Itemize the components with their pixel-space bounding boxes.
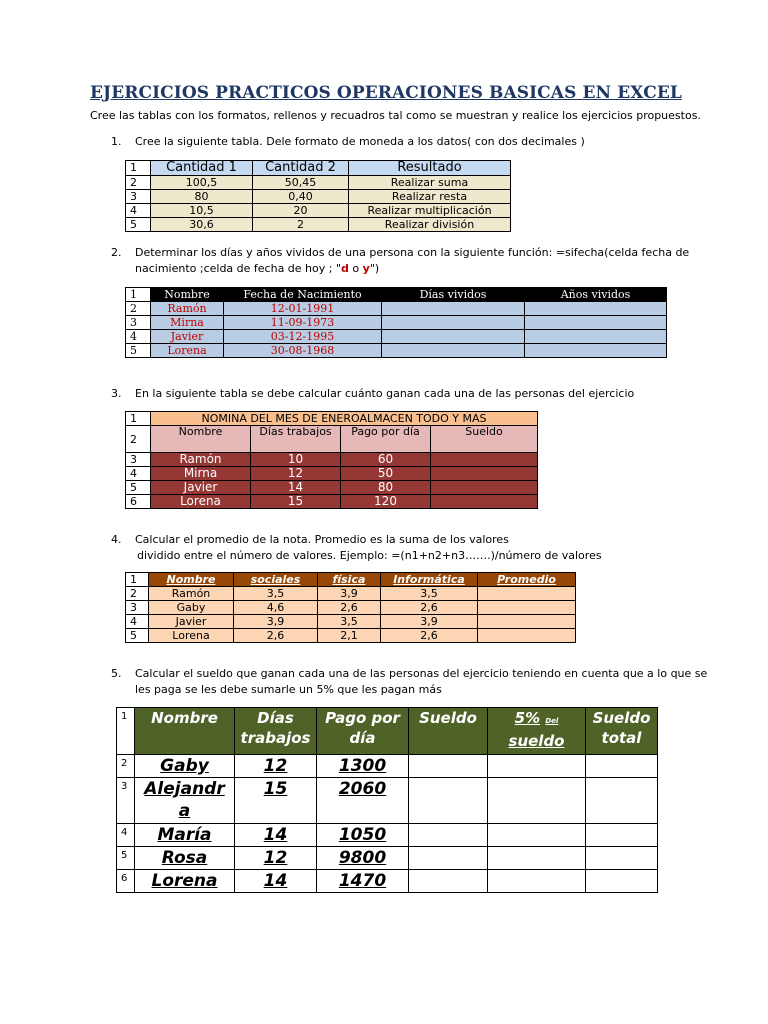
question-number: 2. bbox=[111, 246, 122, 259]
header-part: 5% bbox=[514, 709, 541, 727]
row-index: 2 bbox=[126, 587, 149, 601]
row-index: 4 bbox=[117, 824, 135, 847]
table-cell: 30-08-1968 bbox=[224, 344, 382, 358]
table-cell bbox=[488, 824, 586, 847]
column-header: Días trabajos bbox=[251, 426, 341, 453]
column-header: Nombre bbox=[149, 573, 234, 587]
column-header: Pago por día bbox=[317, 708, 409, 755]
table-row bbox=[126, 316, 667, 330]
question-text-line1: Calcular el sueldo que ganan cada una de las personas del ejercicio teniendo en cuenta que a lo que se bbox=[135, 667, 708, 680]
table-cell: Javier bbox=[149, 615, 234, 629]
question-number: 5. bbox=[111, 667, 122, 680]
row-index: 5 bbox=[126, 481, 151, 495]
table-cell: 80 bbox=[341, 481, 431, 495]
table-cell bbox=[382, 316, 525, 330]
table-row bbox=[126, 615, 576, 629]
question-text-part: nacimiento ;celda de fecha de hoy ; " bbox=[135, 262, 342, 275]
table-cell: 15 bbox=[235, 778, 317, 824]
table-cell: 12-01-1991 bbox=[224, 302, 382, 316]
question-text-part: ") bbox=[369, 262, 380, 275]
table-cell: 20 bbox=[253, 204, 349, 218]
column-header: Años vividos bbox=[525, 288, 667, 302]
table-cell: Lorena bbox=[151, 495, 251, 509]
question-text: En la siguiente tabla se debe calcular cuánto ganan cada una de las personas del ejercicio bbox=[135, 387, 635, 400]
table-cell: 0,40 bbox=[253, 190, 349, 204]
table-row bbox=[126, 467, 538, 481]
table-cell: 2060 bbox=[317, 778, 409, 824]
table-cell: 12 bbox=[235, 755, 317, 778]
row-index: 3 bbox=[126, 601, 149, 615]
table-cell: Mirna bbox=[151, 316, 224, 330]
question-text-line2 bbox=[135, 261, 689, 277]
format-d: d bbox=[341, 262, 349, 275]
column-header: Pago por día bbox=[341, 426, 431, 453]
row-index: 2 bbox=[126, 426, 151, 453]
header-part: Del bbox=[545, 717, 559, 725]
table-cell: Realizar multiplicación bbox=[349, 204, 511, 218]
table-cell: 2,1 bbox=[318, 629, 381, 643]
question-text-line2: dividido entre el número de valores. Ejemplo: =(n1+n2+n3…….)/número de valores bbox=[137, 549, 602, 562]
table-cell: 10 bbox=[251, 453, 341, 467]
table-row bbox=[126, 453, 538, 467]
column-header: Sueldo bbox=[431, 426, 538, 453]
table-cell: 1470 bbox=[317, 870, 409, 893]
table-cell bbox=[382, 330, 525, 344]
table-cell: Javier bbox=[151, 481, 251, 495]
table-row bbox=[126, 218, 511, 232]
row-index: 1 bbox=[126, 161, 151, 176]
table-cell bbox=[409, 778, 488, 824]
table-cell: 1300 bbox=[317, 755, 409, 778]
grades-table bbox=[125, 572, 576, 643]
question-number: 4. bbox=[111, 533, 122, 546]
table-cell: 60 bbox=[341, 453, 431, 467]
table-row bbox=[126, 412, 538, 426]
table-cell: 50,45 bbox=[253, 176, 349, 190]
table-cell: Lorena bbox=[149, 629, 234, 643]
table-row bbox=[117, 824, 658, 847]
payroll-table bbox=[125, 411, 538, 509]
table-cell: 14 bbox=[235, 824, 317, 847]
salary-table bbox=[116, 707, 658, 893]
row-index: 2 bbox=[117, 755, 135, 778]
column-header: Informática bbox=[381, 573, 478, 587]
table-cell bbox=[488, 847, 586, 870]
table-cell bbox=[382, 302, 525, 316]
table-cell bbox=[525, 344, 667, 358]
table-cell: 4,6 bbox=[234, 601, 318, 615]
table-cell: 2 bbox=[253, 218, 349, 232]
question-text-part: o bbox=[348, 262, 363, 275]
row-index: 5 bbox=[126, 344, 151, 358]
row-index: 1 bbox=[126, 288, 151, 302]
table-cell bbox=[409, 755, 488, 778]
table-row bbox=[117, 870, 658, 893]
table-cell bbox=[586, 870, 658, 893]
table-cell bbox=[409, 847, 488, 870]
table-row bbox=[126, 288, 667, 302]
table-cell: Ramón bbox=[149, 587, 234, 601]
column-header: Cantidad 2 bbox=[253, 161, 349, 176]
column-header: física bbox=[318, 573, 381, 587]
table-cell bbox=[478, 587, 576, 601]
row-index: 3 bbox=[126, 453, 151, 467]
row-index: 6 bbox=[126, 495, 151, 509]
table-cell bbox=[488, 778, 586, 824]
table-row bbox=[126, 190, 511, 204]
table-cell: 30,6 bbox=[151, 218, 253, 232]
table-row bbox=[126, 629, 576, 643]
table-cell bbox=[431, 495, 538, 509]
table-cell: 3,9 bbox=[234, 615, 318, 629]
table-cell bbox=[525, 302, 667, 316]
table-cell: 15 bbox=[251, 495, 341, 509]
table-cell: Realizar división bbox=[349, 218, 511, 232]
row-index: 4 bbox=[126, 467, 151, 481]
table-row bbox=[117, 708, 658, 755]
table-cell bbox=[409, 824, 488, 847]
table-row bbox=[126, 302, 667, 316]
table-cell: 14 bbox=[251, 481, 341, 495]
table-cell: 10,5 bbox=[151, 204, 253, 218]
question-text: Cree la siguiente tabla. Dele formato de moneda a los datos( con dos decimales ) bbox=[135, 135, 585, 148]
table-cell: Lorena bbox=[135, 870, 235, 893]
intro-text: Cree las tablas con los formatos, rellenos y recuadros tal como se muestran y realice los ejercicios propuestos. bbox=[90, 109, 701, 122]
table-row bbox=[126, 344, 667, 358]
table-cell: 3,5 bbox=[234, 587, 318, 601]
table-row bbox=[117, 755, 658, 778]
table-cell bbox=[478, 629, 576, 643]
column-header: Promedio bbox=[478, 573, 576, 587]
table-cell: 3,5 bbox=[381, 587, 478, 601]
row-index: 6 bbox=[117, 870, 135, 893]
row-index: 4 bbox=[126, 204, 151, 218]
column-header: Sueldo total bbox=[586, 708, 658, 755]
row-index: 1 bbox=[126, 412, 151, 426]
question-2 bbox=[111, 245, 689, 277]
table-cell: Realizar resta bbox=[349, 190, 511, 204]
column-header: Fecha de Nacimiento bbox=[224, 288, 382, 302]
row-index: 2 bbox=[126, 302, 151, 316]
row-index: 5 bbox=[126, 629, 149, 643]
column-header: Nombre bbox=[151, 288, 224, 302]
table-cell: 2,6 bbox=[234, 629, 318, 643]
table-cell: Lorena bbox=[151, 344, 224, 358]
table-cell bbox=[586, 778, 658, 824]
column-header: Cantidad 1 bbox=[151, 161, 253, 176]
question-5 bbox=[111, 666, 707, 698]
currency-table bbox=[125, 160, 511, 232]
table-cell bbox=[525, 316, 667, 330]
table-cell: Ramón bbox=[151, 302, 224, 316]
question-number: 3. bbox=[111, 387, 122, 400]
table-cell: 12 bbox=[235, 847, 317, 870]
table-row bbox=[126, 204, 511, 218]
format-y: y bbox=[362, 262, 370, 275]
table-cell bbox=[488, 755, 586, 778]
row-index: 4 bbox=[126, 330, 151, 344]
table-cell bbox=[409, 870, 488, 893]
table-cell: Alejandra bbox=[135, 778, 235, 824]
column-header: Resultado bbox=[349, 161, 511, 176]
row-index: 3 bbox=[117, 778, 135, 824]
table-cell bbox=[525, 330, 667, 344]
question-text-line1: Determinar los días y años vividos de una persona con la siguiente función: =sifecha(celda fecha de bbox=[135, 246, 690, 259]
table-row bbox=[126, 161, 511, 176]
row-index: 3 bbox=[126, 190, 151, 204]
column-header: Nombre bbox=[151, 426, 251, 453]
table-cell bbox=[586, 824, 658, 847]
table-cell: 03-12-1995 bbox=[224, 330, 382, 344]
table-cell: 9800 bbox=[317, 847, 409, 870]
row-index: 2 bbox=[126, 176, 151, 190]
table-cell: 100,5 bbox=[151, 176, 253, 190]
table-cell: 3,9 bbox=[381, 615, 478, 629]
table-cell: 1050 bbox=[317, 824, 409, 847]
row-index: 5 bbox=[126, 218, 151, 232]
table-cell bbox=[586, 847, 658, 870]
question-text-line2: les paga se les debe sumarle un 5% que les pagan más bbox=[135, 683, 442, 696]
column-header: Días trabajos bbox=[235, 708, 317, 755]
row-index: 4 bbox=[126, 615, 149, 629]
table-cell: 2,6 bbox=[318, 601, 381, 615]
table-row bbox=[126, 573, 576, 587]
table-cell bbox=[488, 870, 586, 893]
column-header: Sueldo bbox=[409, 708, 488, 755]
column-header bbox=[488, 708, 586, 755]
table-cell: 3,5 bbox=[318, 615, 381, 629]
table-title: NOMINA DEL MES DE ENEROALMACEN TODO Y MAS bbox=[151, 412, 538, 426]
table-cell: Mirna bbox=[151, 467, 251, 481]
table-cell: Rosa bbox=[135, 847, 235, 870]
table-cell: 80 bbox=[151, 190, 253, 204]
row-index: 1 bbox=[117, 708, 135, 755]
question-number: 1. bbox=[111, 135, 122, 148]
table-row bbox=[117, 847, 658, 870]
row-index: 3 bbox=[126, 316, 151, 330]
table-cell bbox=[382, 344, 525, 358]
table-cell: 11-09-1973 bbox=[224, 316, 382, 330]
table-cell: 3,9 bbox=[318, 587, 381, 601]
table-row bbox=[126, 426, 538, 453]
table-cell: 120 bbox=[341, 495, 431, 509]
table-cell: Ramón bbox=[151, 453, 251, 467]
table-row bbox=[126, 330, 667, 344]
column-header: Días vividos bbox=[382, 288, 525, 302]
table-cell: Gaby bbox=[135, 755, 235, 778]
table-cell: 14 bbox=[235, 870, 317, 893]
table-row bbox=[126, 495, 538, 509]
question-1 bbox=[111, 134, 585, 150]
table-row bbox=[126, 587, 576, 601]
age-table bbox=[125, 287, 667, 358]
column-header: sociales bbox=[234, 573, 318, 587]
table-cell: 12 bbox=[251, 467, 341, 481]
table-row bbox=[126, 601, 576, 615]
table-cell bbox=[431, 467, 538, 481]
table-row bbox=[126, 481, 538, 495]
row-index: 1 bbox=[126, 573, 149, 587]
table-row bbox=[126, 176, 511, 190]
table-cell: 2,6 bbox=[381, 601, 478, 615]
question-4 bbox=[111, 532, 602, 564]
table-cell bbox=[431, 481, 538, 495]
document-title: EJERCICIOS PRACTICOS OPERACIONES BASICAS EN EXCEL bbox=[90, 83, 682, 103]
table-cell: 2,6 bbox=[381, 629, 478, 643]
table-cell bbox=[586, 755, 658, 778]
table-cell: María bbox=[135, 824, 235, 847]
question-3 bbox=[111, 386, 634, 402]
table-cell: Realizar suma bbox=[349, 176, 511, 190]
column-header: Nombre bbox=[135, 708, 235, 755]
table-row bbox=[117, 778, 658, 824]
row-index: 5 bbox=[117, 847, 135, 870]
table-cell bbox=[478, 601, 576, 615]
table-cell bbox=[431, 453, 538, 467]
table-cell: Gaby bbox=[149, 601, 234, 615]
table-cell bbox=[478, 615, 576, 629]
table-cell: 50 bbox=[341, 467, 431, 481]
header-part: sueldo bbox=[508, 732, 565, 750]
question-text-line1: Calcular el promedio de la nota. Promedio es la suma de los valores bbox=[135, 533, 509, 546]
table-cell: Javier bbox=[151, 330, 224, 344]
